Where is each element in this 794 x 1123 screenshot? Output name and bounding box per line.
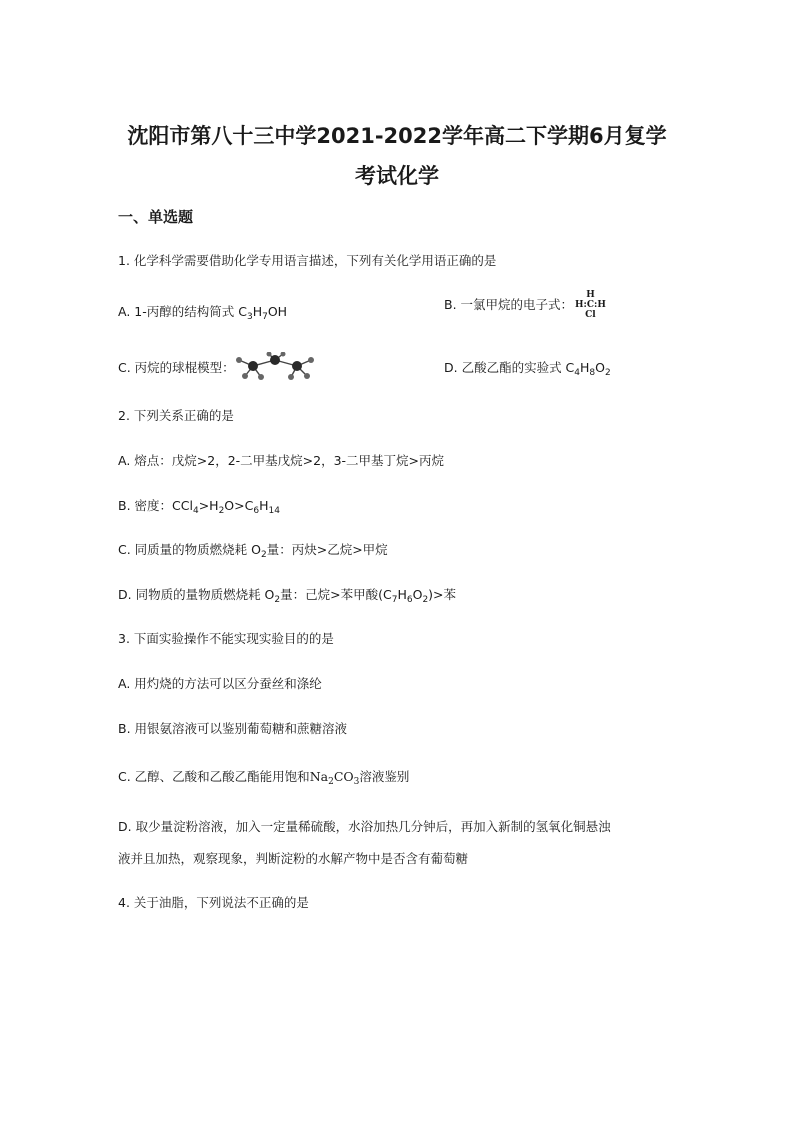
q2-option-d	[118, 585, 456, 605]
q4-stem: 4. 关于油脂，下列说法不正确的是	[118, 895, 309, 910]
q1-b-text: B. 一氯甲烷的电子式：	[444, 296, 574, 312]
q2-d-s4: 2	[422, 595, 429, 605]
q1-c-text: C. 丙烷的球棍模型：	[118, 360, 235, 375]
q3-c-p2: 溶液鉴别	[359, 769, 410, 784]
q1-a-mid2: OH	[267, 304, 288, 319]
q2-d-p5: )>苯	[428, 587, 457, 602]
q1-a-sub1: 3	[246, 312, 253, 322]
q2-b-s4: 14	[268, 506, 280, 516]
doc-title-line1: 沈阳市第八十三中学2021-2022学年高二下学期6月复学	[127, 124, 667, 148]
q2-d-p3: H	[397, 587, 407, 602]
q1-option-c	[118, 352, 315, 385]
lewis-top: H	[586, 290, 595, 300]
q2-b-p2: >H	[198, 498, 219, 513]
q2-d-s3: 6	[406, 595, 413, 605]
q2-c-p2: 量：丙炔>乙烷>甲烷	[266, 542, 388, 557]
q2-b-p1: B. 密度：CCl	[118, 498, 193, 513]
q2-b-s1: 4	[192, 506, 199, 516]
q1-d-mid2: O	[595, 360, 605, 375]
q3-option-c	[118, 767, 409, 787]
q1-d-sub1: 4	[574, 368, 581, 378]
q1-a-sub2: 7	[262, 312, 268, 322]
q2-d-p2: 量：己烷>苯甲酸(C	[280, 587, 392, 602]
q2-stem: 2. 下列关系正确的是	[118, 408, 234, 423]
q2-b-p4: H	[259, 498, 269, 513]
lewis-mid: H:C:H	[575, 300, 606, 310]
q3-c-s2: 3	[353, 777, 360, 787]
q2-b-s3: 6	[253, 506, 260, 516]
q2-d-p1: D. 同物质的量物质燃烧耗 O	[118, 587, 275, 602]
q1-stem: 1. 化学科学需要借助化学专用语言描述，下列有关化学用语正确的是	[118, 253, 497, 268]
q2-d-s2: 7	[391, 595, 398, 605]
q1-option-b	[444, 290, 606, 320]
q3-option-a: A. 用灼烧的方法可以区分蚕丝和涤纶	[118, 676, 322, 691]
q1-a-text: A. 1-丙醇的结构简式 C	[118, 304, 247, 319]
section-heading: 一、单选题	[118, 208, 194, 226]
q3-stem: 3. 下面实验操作不能实现实验目的的是	[118, 631, 334, 646]
q2-b-s2: 2	[218, 506, 225, 516]
q3-option-d-line1: D. 取少量淀粉溶液，加入一定量稀硫酸，水浴加热几分钟后，再加入新制的氢氧化铜悬浊	[118, 819, 611, 834]
q1-option-d	[444, 358, 611, 378]
q1-option-a	[118, 302, 287, 322]
q1-d-text: D. 乙酸乙酯的实验式 C	[444, 360, 575, 375]
q3-c-f1: Na	[309, 769, 329, 784]
q1-d-mid1: H	[580, 360, 590, 375]
q2-option-a: A. 熔点：戊烷>2，2-二甲基戊烷>2，3-二甲基丁烷>丙烷	[118, 453, 445, 468]
q2-c-s1: 2	[261, 550, 267, 560]
q3-option-d-line2: 液并且加热，观察现象，判断淀粉的水解产物中是否含有葡萄糖	[118, 851, 469, 866]
doc-title-line2: 考试化学	[355, 164, 439, 188]
q2-d-p4: O	[412, 587, 423, 602]
q2-b-p3: O>C	[224, 498, 254, 513]
q2-d-s1: 2	[274, 595, 281, 605]
lewis-bottom: Cl	[585, 310, 596, 320]
q3-c-f2: CO	[333, 769, 354, 784]
q3-option-b: B. 用银氨溶液可以鉴别葡萄糖和蔗糖溶液	[118, 721, 348, 736]
q1-d-sub3: 2	[605, 368, 611, 378]
lewis-formula	[575, 290, 606, 320]
q2-c-p1: C. 同质量的物质燃烧耗 O	[118, 542, 261, 557]
q2-option-c	[118, 540, 388, 560]
q3-c-s1: 2	[328, 777, 334, 787]
q1-a-mid1: H	[252, 304, 263, 319]
q3-c-p1: C. 乙醇、乙酸和乙酸乙酯能用饱和	[118, 769, 310, 784]
q1-d-sub2: 8	[589, 368, 596, 378]
q2-option-b	[118, 496, 280, 516]
propane-ball-stick-model	[235, 352, 315, 385]
